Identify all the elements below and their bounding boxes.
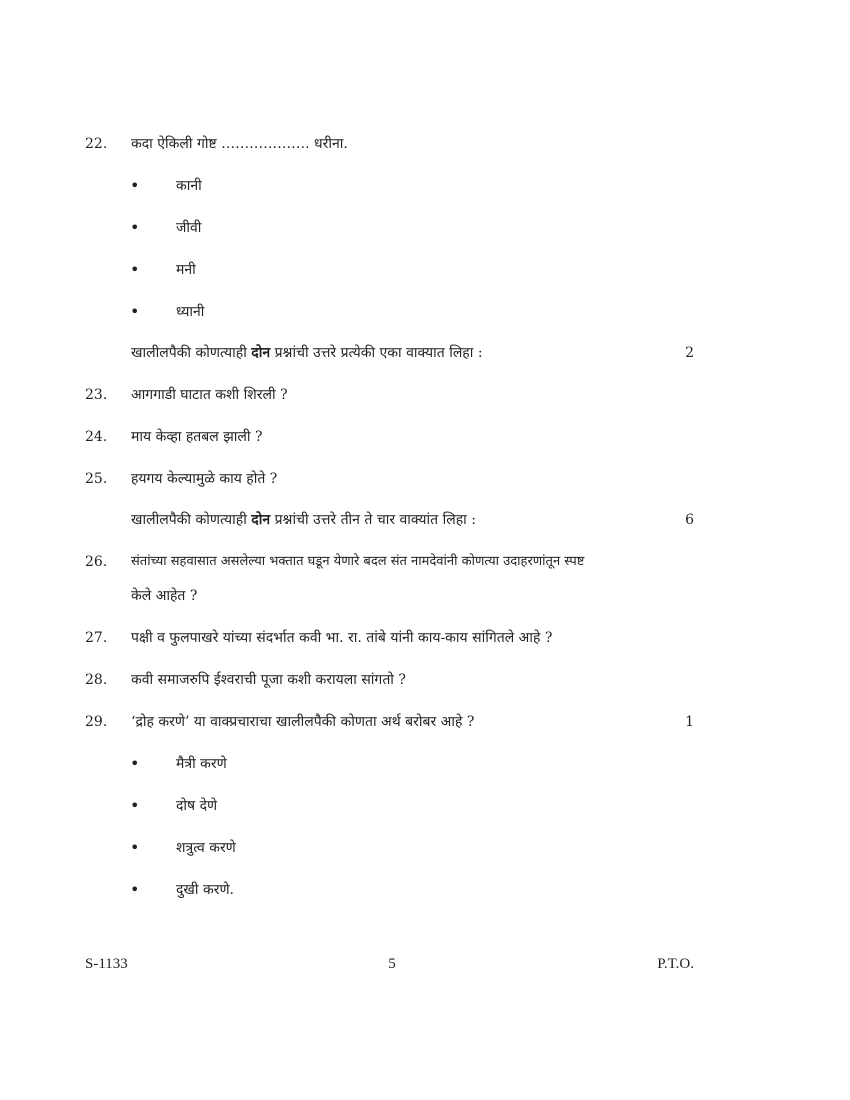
bullet-icon: •	[130, 176, 140, 195]
question-26-continued	[0, 584, 850, 608]
question-number: 25.	[85, 471, 108, 487]
instruction-post: प्रश्नांची उत्तरे प्रत्येकी एका वाक्यात लिहा :	[270, 345, 483, 361]
question-29	[0, 710, 850, 734]
question-number: 27.	[85, 630, 108, 646]
question-text: पक्षी व फुलपाखरे यांच्या संदर्भात कवी भा. रा. तांबे यांनी काय-काय सांगितले आहे ?	[131, 630, 553, 646]
section-instruction-2	[0, 508, 850, 532]
instruction-bold: दोन	[251, 512, 271, 528]
instruction-pre: खालीलपैकी कोणत्याही	[131, 512, 252, 528]
page-number: 5	[388, 956, 396, 972]
paper-code: S-1133	[85, 956, 128, 972]
section-instruction-1	[0, 341, 850, 365]
bullet-icon: •	[130, 796, 140, 815]
option-text: मैत्री करणे	[176, 756, 227, 772]
option-item	[0, 216, 850, 240]
option-text: कानी	[176, 178, 202, 194]
option-item	[0, 836, 850, 860]
bullet-icon: •	[130, 302, 140, 321]
question-text-line-1: संतांच्या सहवासात असलेल्या भक्तात घडून येणारे बदल संत नामदेवांनी कोणत्या उदाहरणांतून स्पष्ट	[131, 554, 585, 569]
question-text: माय केव्हा हतबल झाली ?	[131, 429, 263, 445]
marks: 1	[685, 714, 694, 730]
instruction-bold: दोन	[251, 345, 271, 361]
option-item	[0, 258, 850, 282]
question-28	[0, 668, 850, 692]
question-number: 24.	[85, 429, 108, 445]
option-item	[0, 878, 850, 902]
question-22	[0, 132, 850, 156]
question-26	[0, 550, 850, 574]
bullet-icon: •	[130, 218, 140, 237]
question-23	[0, 383, 850, 407]
question-text: ‘द्रोह करणे’ या वाक्प्रचाराचा खालीलपैकी कोणता अर्थ बरोबर आहे ?	[131, 714, 475, 730]
question-text: आगगाडी घाटात कशी शिरली ?	[131, 387, 288, 403]
instruction-post: प्रश्नांची उत्तरे तीन ते चार वाक्यांत लिहा :	[270, 512, 476, 528]
question-number: 23.	[85, 387, 108, 403]
question-27	[0, 626, 850, 650]
question-text: कदा ऐकिली गोष्ट ………………. धरीना.	[131, 136, 348, 152]
bullet-icon: •	[130, 260, 140, 279]
option-item	[0, 174, 850, 198]
option-item	[0, 300, 850, 324]
option-text: जीवी	[176, 220, 202, 236]
option-text: दुखी करणे.	[176, 882, 235, 898]
instruction-text	[131, 508, 476, 532]
instruction-text	[131, 341, 483, 365]
instruction-pre: खालीलपैकी कोणत्याही	[131, 345, 252, 361]
bullet-icon: •	[130, 754, 140, 773]
option-text: शत्रुत्व करणे	[176, 840, 236, 856]
option-text: ध्यानी	[176, 304, 205, 320]
please-turn-over: P.T.O.	[657, 956, 694, 972]
question-number: 29.	[85, 714, 108, 730]
question-text: कवी समाजरुपि ईश्वराची पूजा कशी करायला सांगतो ?	[131, 672, 406, 688]
question-25	[0, 467, 850, 491]
option-text: दोष देणे	[176, 798, 218, 814]
option-text: मनी	[176, 262, 196, 278]
question-24	[0, 425, 850, 449]
marks: 6	[685, 512, 694, 528]
option-item	[0, 752, 850, 776]
marks: 2	[685, 345, 694, 361]
bullet-icon: •	[130, 880, 140, 899]
question-number: 26.	[85, 554, 108, 570]
option-item	[0, 794, 850, 818]
question-text-line-2: केले आहेत ?	[131, 588, 198, 604]
question-number: 28.	[85, 672, 108, 688]
bullet-icon: •	[130, 838, 140, 857]
question-number: 22.	[85, 136, 108, 152]
question-text: हयगय केल्यामुळे काय होते ?	[131, 471, 278, 487]
